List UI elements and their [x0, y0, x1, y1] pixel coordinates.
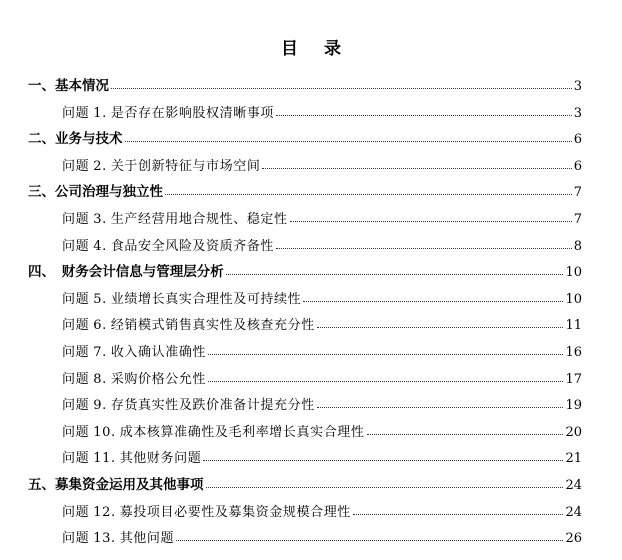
toc-entry-prefix: 问题	[62, 291, 90, 307]
dot-leader	[111, 88, 572, 89]
toc-entry-text: 其他问题	[119, 531, 175, 547]
toc-entry-prefix: 问题	[62, 238, 90, 254]
toc-page-number: 21	[565, 451, 582, 467]
toc-entry-number: 8.	[93, 371, 107, 387]
toc-page-number: 7	[573, 185, 582, 201]
toc-entry-label	[62, 341, 206, 360]
toc-entry-text: 其他财务问题	[119, 451, 202, 467]
toc-section-entry[interactable]	[28, 178, 582, 200]
toc-section-entry[interactable]	[28, 125, 582, 147]
toc-question-entry[interactable]	[62, 99, 582, 121]
toc-page-number: 6	[573, 132, 582, 148]
toc-entry-label	[62, 421, 365, 440]
toc-entry-prefix: 问题	[62, 451, 90, 467]
toc-question-entry[interactable]	[62, 152, 582, 174]
toc-entry-text: 存货真实性及跌价准备计提充分性	[110, 398, 315, 414]
toc-entry-label	[62, 155, 260, 174]
toc-question-entry[interactable]	[62, 285, 582, 307]
toc-title: 目 录	[281, 39, 351, 59]
toc-entry-label	[62, 314, 315, 333]
toc-entry-label	[62, 447, 201, 466]
toc-entry-label	[62, 235, 274, 254]
toc-entry-label	[62, 102, 274, 121]
toc-entry-label	[62, 527, 174, 546]
dot-leader	[276, 248, 572, 249]
toc-entry-label	[62, 288, 301, 307]
toc-entry-label	[28, 473, 204, 493]
dot-leader	[208, 354, 563, 355]
toc-entry-label	[62, 394, 315, 413]
dot-leader	[367, 434, 564, 435]
dot-leader	[262, 168, 571, 169]
toc-question-entry[interactable]	[62, 391, 582, 413]
dot-leader	[203, 460, 563, 461]
toc-entry-prefix: 问题	[62, 531, 90, 547]
toc-page-number: 7	[573, 212, 582, 227]
toc-entry-label	[28, 260, 224, 280]
toc-entry-text: 收入确认准确性	[110, 345, 207, 360]
toc-entry-text: 业绩增长真实合理性及可持续性	[110, 291, 302, 307]
toc-entry-label	[62, 501, 351, 520]
toc-question-entry[interactable]	[62, 205, 582, 227]
toc-entry-text: 采购价格公允性	[110, 371, 207, 387]
toc-entry-text: 三、公司治理与独立性	[28, 184, 163, 201]
dot-leader	[317, 407, 564, 408]
dot-leader	[208, 381, 563, 382]
dot-leader	[165, 194, 572, 195]
toc-page-number: 11	[565, 318, 582, 334]
toc-entry-prefix: 问题	[62, 398, 90, 414]
toc-entry-number: 3.	[93, 212, 107, 227]
toc-entry-text: 募投项目必要性及募集资金规模合理性	[119, 504, 351, 520]
toc-entry-text: 四、 财务会计信息与管理层分析	[28, 264, 224, 281]
toc-entry-prefix: 问题	[62, 318, 90, 334]
toc-section-entry[interactable]	[28, 471, 582, 493]
toc-entry-prefix: 问题	[62, 212, 90, 227]
dot-leader	[276, 115, 572, 116]
toc-question-entry[interactable]	[62, 365, 582, 387]
toc-page-number: 19	[565, 398, 582, 414]
toc-page-number: 3	[573, 105, 582, 121]
toc-entry-number: 13.	[93, 531, 116, 547]
toc-entry-text: 二、业务与技术	[28, 131, 123, 148]
toc-question-entry[interactable]	[62, 444, 582, 466]
toc-page-number: 10	[565, 265, 582, 281]
toc-entry-label	[28, 127, 123, 147]
toc-entry-label	[28, 74, 109, 94]
toc-entry-number: 9.	[93, 398, 107, 414]
dot-leader	[226, 274, 564, 275]
toc-entry-text: 生产经营用地合规性、稳定性	[110, 212, 288, 227]
toc-question-entry[interactable]	[62, 311, 582, 333]
toc-entry-label	[62, 368, 206, 387]
toc-entry-prefix: 问题	[62, 504, 90, 520]
dot-leader	[290, 221, 572, 222]
toc-section-entry[interactable]	[28, 72, 582, 94]
toc-entry-prefix: 问题	[62, 105, 90, 121]
dot-leader	[353, 514, 564, 515]
toc-page-number: 3	[573, 79, 582, 94]
toc-entry-number: 2.	[93, 158, 107, 174]
toc-entry-label	[62, 208, 288, 227]
toc-entry-prefix: 问题	[62, 424, 90, 440]
toc-entry-number: 5.	[93, 291, 107, 307]
toc-page-number: 24	[565, 504, 582, 520]
dot-leader	[176, 540, 563, 541]
toc-entry-number: 11.	[93, 451, 116, 467]
toc-page-number: 10	[565, 291, 582, 307]
dot-leader	[317, 327, 564, 328]
toc-question-entry[interactable]	[62, 498, 582, 520]
toc-entry-prefix: 问题	[62, 345, 90, 360]
toc-question-entry[interactable]	[62, 338, 582, 360]
toc-question-entry[interactable]	[62, 524, 582, 546]
toc-page-number: 17	[565, 371, 582, 387]
dot-leader	[206, 487, 564, 488]
toc-entry-prefix: 问题	[62, 158, 90, 174]
toc-entry-text: 食品安全风险及资质齐备性	[110, 238, 275, 254]
toc-entry-text: 一、基本情况	[28, 78, 109, 94]
toc-page-number: 16	[565, 345, 582, 360]
dot-leader	[303, 301, 563, 302]
toc-question-entry[interactable]	[62, 232, 582, 254]
toc-section-entry[interactable]	[28, 258, 582, 280]
toc-entry-number: 1.	[93, 105, 107, 121]
dot-leader	[125, 141, 572, 142]
toc-entry-number: 12.	[93, 504, 116, 520]
toc-entry-number: 7.	[93, 345, 107, 360]
toc-entry-text: 成本核算准确性及毛利率增长真实合理性	[119, 424, 365, 440]
toc-page-number: 6	[573, 158, 582, 174]
toc-page-number: 8	[573, 238, 582, 254]
toc-page-number: 26	[565, 531, 582, 547]
toc-entry-text: 关于创新特征与市场空间	[110, 158, 261, 174]
toc-page-number: 20	[565, 424, 582, 440]
toc-entry-text: 是否存在影响股权清晰事项	[110, 105, 275, 121]
toc-entry-prefix: 问题	[62, 371, 90, 387]
toc-entry-number: 10.	[93, 424, 116, 440]
toc-question-entry[interactable]	[62, 418, 582, 440]
toc-entry-text: 经销模式销售真实性及核查充分性	[110, 318, 315, 334]
toc-entry-label	[28, 180, 163, 200]
toc-entry-number: 4.	[93, 238, 107, 254]
toc-entry-number: 6.	[93, 318, 107, 334]
toc-page-number: 24	[565, 478, 582, 493]
toc-entry-text: 五、募集资金运用及其他事项	[28, 477, 204, 493]
